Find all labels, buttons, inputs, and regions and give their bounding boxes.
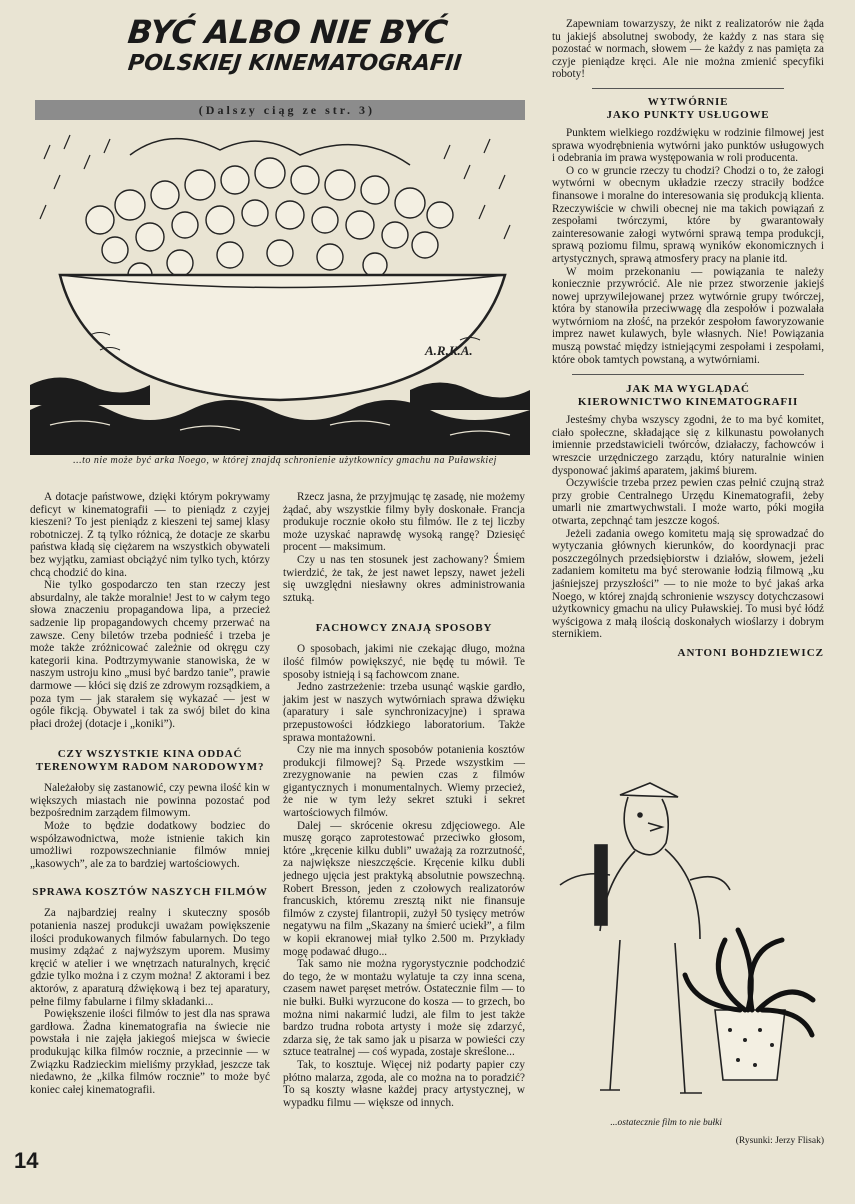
heading-costs: SPRAWA KOSZTÓW NASZYCH FILMÓW bbox=[32, 886, 268, 899]
experts-paragraph-5: Tak samo nie można rygorystycznie podchodzić do tego, że w montażu wylatuje ta czy inna scena, czasem nawet paręset metrów. Ostatecznie film — to nie bułki. Bułki wyrzucone do kosza — to grzech, bo można nimi nakarmić ludzi, ale film to jest także bardzo trudna robota artysty i może się zdarzyć, zdarza się, że tak samo jak u pisarza w powieści czy sztuce teatralnej — coś wypada, zostaje skreślone... bbox=[283, 958, 525, 1059]
heading-studios: WYTWÓRNIE JAKO PUNKTY USŁUGOWE bbox=[606, 95, 770, 121]
continued-banner: (Dalszy ciąg ze str. 3) bbox=[35, 100, 525, 120]
heading-cinemas: CZY WSZYSTKIE KINA ODDAĆ TERENOWYM RADOM NARODOWYM? bbox=[35, 748, 265, 774]
studios-paragraph-3: W moim przekonaniu — powiązania te należy koniecznie przywrócić. Ale nie przez stworzenie jakiejś nowej uprzywilejowanej przez wytwórnie grupy twórczej, która by stanowiła przeciwwagę dla zespołów i pozwalała wytwórniom na złość, na przekór zespołom faworyzowanie imprez nawet kulawych, byle własnych. Nie! Powiązania muszą powstać między istniejącymi zespołami i zespołami, które obok tamtych powstaną, a wytwórniami. bbox=[552, 265, 824, 366]
cinemas-paragraph-2: Może to będzie dodatkowy bodziec do współzawodnictwa, może istnienie takich kin umożliwi rozpowszechnianie filmów mniej „kasowych”, ale za to bardziej wartościowych. bbox=[30, 820, 270, 870]
experts-paragraph-3: Czy nie ma innych sposobów potanienia kosztów produkcji filmowej? Są. Przede wszystkim — zrezygnowanie na pewien czas z filmów gigantycznych i monumentalnych. Wiemy przecież, że nie w tym leży sekret sztuki i sekret wartościowych filmów. bbox=[283, 744, 525, 820]
illustration2-caption: ...ostatecznie film to nie bułki bbox=[610, 1118, 722, 1128]
management-paragraph-1: Jesteśmy chyba wszyscy zgodni, że to ma być komitet, ciało społeczne, składające się z kilkunastu powołanych imiennie przedstawicieli twórców, działaczy, fachowców i wreszcie urzędniczego zarządu, który naturalnie winien dysponować jakimś aparatem, jakimś biurem. bbox=[552, 414, 824, 477]
left-column bbox=[30, 491, 270, 1096]
middle-column bbox=[283, 491, 525, 1109]
col1-paragraph-1: A dotacje państwowe, dzięki którym pokrywamy deficyt w kinematografii — to pieniądz z czyjej kieszeni? To jest pieniądz z kieszeni tej samej klasy robotniczej. Z tą tylko różnicą, że dotacje ze skarbu państwa kładą się ciężarem na wszystkich obywateli bez wyjątku, zamiast obciążyć nim tylko tych, którzy chcą chodzić do kina. bbox=[30, 491, 270, 579]
crowd-of-passengers bbox=[86, 158, 453, 287]
costs-paragraph-2: Powiększenie ilości filmów to jest dla nas sprawa gardłowa. Żadna kinematografia na świecie nie powstała i nie zajęła jakiegoś miejsca w świecie produkując kilka filmów rocznie, a przecinnie — w Związku Radzieckim mieliśmy przykład, jeszcze tak niedawno, że „kilka filmów rocznie” to może być koniec całej kinematografii. bbox=[30, 1008, 270, 1096]
illustration1-caption: ...to nie może być arka Noego, w której znajdą schronienie użytkownicy gmachu na Puławskiej bbox=[73, 455, 497, 466]
illustration-credit: (Rysunki: Jerzy Flisak) bbox=[735, 1136, 824, 1146]
author-name: ANTONI BOHDZIEWICZ bbox=[677, 646, 824, 659]
experts-paragraph-6: Tak, to kosztuje. Więcej niż podarty papier czy płótno malarza, zgoda, ale co można na to poradzić? To są koszty własne każdej pracy artystycznej, w wypadku filmu — większe od innych. bbox=[283, 1058, 525, 1109]
boat-letters: A.R.K.A. bbox=[425, 343, 473, 358]
man-and-plant-illustration bbox=[540, 775, 830, 1115]
ark-illustration bbox=[30, 125, 530, 455]
intro-paragraph: Zapewniam towarzyszy, że nikt z realizatorów nie żąda tu jakiejś absolutnej swobody, że każdy z nas stara się pozostać w normach, słowem — że każdy z nas pamięta za czyje pieniądze kręci. Ale nie można zmienić specyfiki roboty! bbox=[552, 18, 824, 81]
page-number: 14 bbox=[14, 1148, 39, 1173]
boat-hull bbox=[60, 275, 505, 400]
studios-paragraph-2: O co w gruncie rzeczy tu chodzi? Chodzi o to, że załogi wytwórni w obecnym układzie rzeczy straciły bodźce finansowe i moralne do interesowania się produkcją klienta. Rzeczywiście w chwili obecnej nie ma takich powiązań z zespołami twórczymi, które by gwarantowały zainteresowanie załogi wytwórni sprawą tempa produkcji, sprawą poziomu filmu, sprawą wyników ekonomicznych i artystycznych, sprawą atmosfery pracy na planie itd. bbox=[552, 164, 824, 265]
article-title-line1: BYĆ ALBO NIE BYĆ bbox=[126, 13, 450, 51]
experts-paragraph-4: Dalej — skrócenie okresu zdjęciowego. Ale muszę gorąco zaprotestować przeciwko głosom, które „kręcenie kilku dubli” uważają za rozrzutność, za największe nieszczęście. Kręcenie kilku dubli jednego ujęcia jest praktyką absolutnie powszechną. Robert Bresson, jeden z czołowych realizatorów francuskich, któremu zresztą nikt nie finansuje filmów z czystej filantropii, zużył 50 tysięcy metrów negatywu na film „Skazany na śmierć uciekł”, a film w kopii ekranowej miał tylko 2.500 m. Przykłady mogę podawać długo... bbox=[283, 819, 525, 958]
col1-paragraph-2: Nie tylko gospodarczo ten stan rzeczy jest absurdalny, ale także moralnie! Jest to w całym tego słowa znaczeniu propagandowa lipa, a przecież sadzenie lip propagandowych chcemy przerwać na zawsze. Ceny biletów trzeba podnieść i trzeba je może także zróżnicować zależnie od okręgu czy kategorii kina. Podtrzymywanie stanowiska, że w naszym ustroju kino „musi być bardzo tanie”, prawie darmowe — kłóci się dziś ze zdrowym rozsądkiem, a poza tym — jak starałem się wykazać — jest w ogóle fikcją. Obywatel i tak za swój bilet do kina płaci drożej (dotacje i „koniki”). bbox=[30, 579, 270, 730]
article-title-line2: POLSKIEJ KINEMATOGRAFII bbox=[126, 51, 463, 76]
studios-paragraph-1: Punktem wielkiego rozdźwięku w rodzinie filmowej jest sprawa wyodrębnienia wytwórni jako punktów usługowych i odebrania im prawa występowania w roli producenta. bbox=[552, 126, 824, 165]
heading-experts: FACHOWCY ZNAJĄ SPOSOBY bbox=[315, 622, 493, 635]
col2-paragraph-1: Rzecz jasna, że przyjmując tę zasadę, nie możemy żądać, aby wszystkie filmy były doskonałe. Francja produkuje rocznie około stu filmów. Ile z tej liczby może uzyskać naprawdę wysoką rangę? Dziesięć procent — maksimum. bbox=[283, 491, 525, 554]
management-paragraph-3: Jeżeli zadania owego komitetu mają się sprowadzać do wytyczania głównych kierunków, do koordynacji prac poszczególnych przedsiębiorstw i działów, słowem, jeżeli zadaniem komitetu ma być sterowanie łodzią filmową „ku jaśniejszej przyszłości” — to nie może to być jakaś arka Noego, w której znajdą schronienie wszyscy dotychczasowi użytkownicy gmachu na ulicy Puławskiej. To musi być łódź wyścigowa z małą ilością doskonałych wioślarzy i dobrym sternikiem. bbox=[552, 527, 824, 641]
heading-management: JAK MA WYGLĄDAĆ KIEROWNICTWO KINEMATOGRAFII bbox=[577, 383, 799, 409]
management-paragraph-2: Oczywiście trzeba przez pewien czas pełnić czujną straż przy grobie Centralnego Urzędu Kinematografii, żeby umarli nie zmartwychwstali. I może warto, póki mogiła otwarta, zepchnąć tam jeszcze kogoś. bbox=[552, 477, 824, 527]
experts-paragraph-2: Jedno zastrzeżenie: trzeba usunąć wąskie gardło, jakim jest w naszych wytwórniach sprawa dźwięku (aparatury i sale synchronizacyjne) i sprawa przepustowości łódzkiego laboratorium. Także sprawa montażowni. bbox=[283, 681, 525, 744]
section-divider bbox=[572, 374, 804, 375]
plant-pot bbox=[715, 1010, 785, 1080]
cinemas-paragraph-1: Należałoby się zastanowić, czy pewna ilość kin w większych miastach nie powinna pozostać pod bezpośrednim zarządem filmowym. bbox=[30, 782, 270, 820]
costs-paragraph-1: Za najbardziej realny i skuteczny sposób potanienia naszej produkcji uważam powiększenie ilości produkowanych filmów fabularnych. Do tego musimy zdążać z najwyższym uporem. Musimy kręcić w atelier i we wnętrzach naturalnych, kręcić gdzie tylko można i z czym można! Z aktorami i bez aktorów, z aparaturą dźwiękową i bez tej aparatury, pełne filmy fabularne i filmy składanki... bbox=[30, 907, 270, 1008]
experts-paragraph-1: O sposobach, jakimi nie czekając długo, można ilość filmów powiększyć, nie będę tu mówił. Te sposoby istnieją i są fachowcom znane. bbox=[283, 643, 525, 681]
section-divider bbox=[592, 88, 784, 89]
col2-paragraph-2: Czy u nas ten stosunek jest zachowany? Śmiem twierdzić, że tak, że jest nawet lepszy, nawet jeżeli się uwzględni niesławny okres administrowania sztuką. bbox=[283, 553, 525, 604]
right-column bbox=[552, 18, 824, 660]
